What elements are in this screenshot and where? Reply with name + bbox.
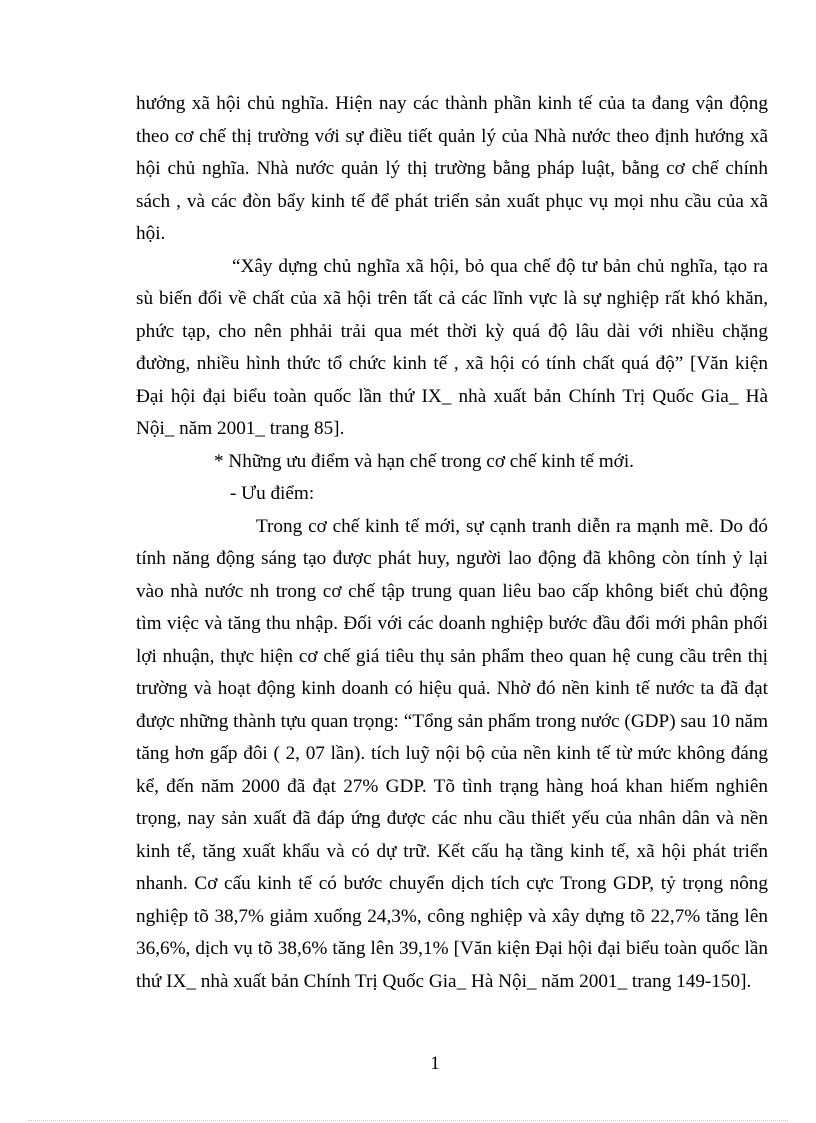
paragraph-advantages: Trong cơ chế kinh tế mới, sự cạnh tranh diễn ra mạnh mẽ. Do đó tính năng động sáng tạo được phát huy, người lao động đã không còn tính ỷ lại vào nhà nước nh trong cơ chế tập trung quan liêu bao cấp không biết chủ động tìm việc và tăng thu nhập. Đối với các doanh nghiệp bước đầu đổi mới phân phối lợi nhuận, thực hiện cơ chế giá tiêu thụ sản phẩm theo quan hệ cung cầu trên thị trường và hoạt động kinh doanh có hiệu quả. Nhờ đó nền kinh tế nước ta đã đạt được những thành tựu quan trọng: “Tổng sản phẩm trong nước (GDP) sau 10 năm tăng hơn gấp đôi ( 2, 07 lần). tích luỹ nội bộ của nền kinh tế từ mức không đáng kể, đến năm 2000 đã đạt 27% GDP. Tõ tình trạng hàng hoá khan hiếm nghiên trọng, nay sản xuất đã đáp ứng được các nhu cầu thiết yếu của nhân dân và nền kinh tế, tăng xuất khẩu và có dự trữ. Kết cấu hạ tầng kinh tế, xã hội phát triển nhanh. Cơ cấu kinh tế có bước chuyển dịch tích cực Trong GDP, tỷ trọng nông nghiệp tõ 38,7% giảm xuống 24,3%, công nghiệp và xây dựng tõ 22,7% tăng lên 36,6%, dịch vụ tõ 38,6% tăng lên 39,1% [Văn kiện Đại hội đại biểu toàn quốc lần thứ IX_ nhà xuất bản Chính Trị Quốc Gia_ Hà Nội_ năm 2001_ trang 149-150]. — [136, 515, 768, 992]
page-number: 1 — [430, 1053, 440, 1074]
page-bottom-divider — [28, 1120, 788, 1121]
paragraph-intro: hướng xã hội chủ nghĩa. Hiện nay các thành phần kinh tế của ta đang vận động theo cơ chế thị trường với sự điều tiết quản lý của Nhà nước theo định hướng xã hội chủ nghĩa. Nhà nước quản lý thị trường bằng pháp luật, bằng cơ chế chính sách , và các đòn bẩy kinh tế để phát triển sản xuất phục vụ mọi nhu cầu của xã hội. — [136, 93, 768, 244]
document-body — [136, 88, 768, 998]
subsection-heading: - Ưu điểm: — [230, 483, 315, 504]
section-heading: * Những ưu điểm và hạn chế trong cơ chế kinh tế mới. — [214, 450, 634, 472]
paragraph-quote: “Xây dựng chủ nghĩa xã hội, bỏ qua chế độ tư bản chủ nghĩa, tạo ra sù biến đổi về chất của xã hội trên tất cả các lĩnh vực là sự nghiệp rất khó khăn, phức tạp, cho nên phhải trải qua mét thời kỳ quá độ lâu dài với nhiều chặng đường, nhiều hình thức tổ chức kinh tế , xã hội có tính chất quá độ” [Văn kiện Đại hội đại biểu toàn quốc lần thứ IX_ nhà xuất bản Chính Trị Quốc Gia_ Hà Nội_ năm 2001_ trang 85]. — [136, 255, 768, 439]
